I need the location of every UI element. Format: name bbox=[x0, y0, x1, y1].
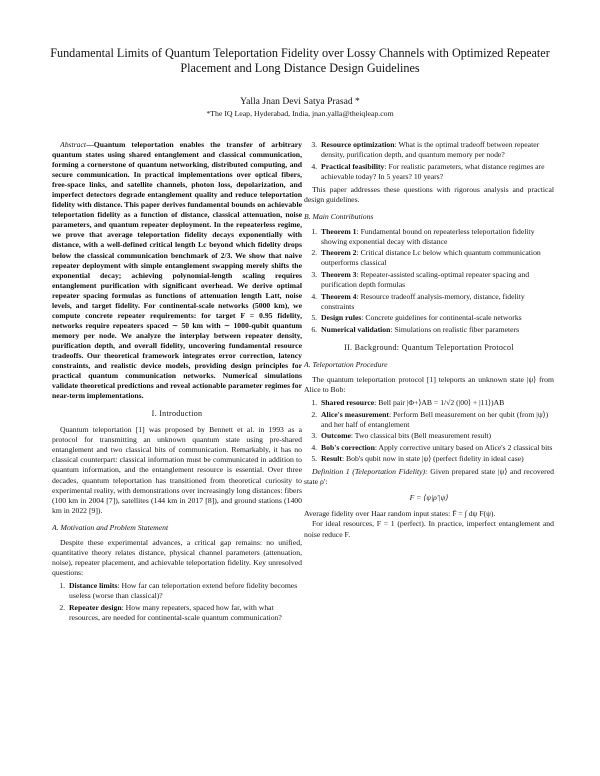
questions-list bbox=[52, 581, 302, 623]
abstract bbox=[52, 140, 302, 401]
list-item-text: : Fundamental bound on repeaterless teleportation fidelity showing exponential decay with distance bbox=[321, 226, 535, 246]
list-item bbox=[319, 227, 554, 247]
list-item-label: Shared resource bbox=[321, 397, 375, 407]
definition-paragraph bbox=[304, 467, 554, 487]
list-item-text: : Critical distance Lc below which quantum communication outperforms classical bbox=[321, 248, 541, 268]
list-item-text: : Bell pair |Φ+⟩AB = 1/√2 (|00⟩ + |11⟩)AB bbox=[374, 397, 505, 407]
author-line: Yalla Jnan Devi Satya Prasad * bbox=[240, 96, 360, 107]
list-item-label: Theorem 2 bbox=[321, 248, 357, 258]
abstract-text: —Quantum teleportation enables the transfer of arbitrary quantum states using shared entanglement and classical communication, forming a cornerstone of quantum networking, distributed computing, and secure communication. In practical implementations over optical fibers, free-space links, and satellite channels, photon loss, depolarization, and imperfect detectors degrade entanglement quality and reduce teleportation fidelity with distance. This paper derives fundamental bounds on achievable teleportation fidelity as a function of distance, classical attenuation, noise parameters, and quantum repeater deployment. In the repeaterless regime, we prove that average teleportation fidelity decays exponentially with distance, with a well-defined critical length Lc beyond which fidelity drops below the classical communication benchmark of 2/3. We show that naive repeater deployment with simple entanglement swapping merely shifts the exponential decay; achieving polynomial-length scaling requires entanglement purification with significant overhead. We derive optimal repeater spacing formulas as functions of attenuation length Latt, noise levels, and target fidelity. For continental-scale networks (5000 km), we compute concrete repeater requirements: for target F = 0.95 fidelity, networks require repeaters spaced ∼ 50 km with ∼ 1000-qubit quantum memory per node. We analyze the interplay between repeater density, purification depth, and overall fidelity, uncovering fundamental resource tradeoffs. Our theoretical framework integrates error correction, latency constraints, and realistic device models, providing design principles for practical quantum communication networks. Numerical simulations validate theoretical predictions and reveal actionable parameter regimes for near-term implementations. bbox=[52, 140, 302, 401]
list-item-text: : Bob's qubit now in state |ψ⟩ (perfect fidelity in ideal case) bbox=[341, 454, 524, 464]
list-item-text: : Simulations on realistic fiber parameters bbox=[390, 324, 520, 334]
list-item-label: Theorem 1 bbox=[321, 226, 357, 236]
list-item-label: Design rules bbox=[321, 313, 362, 323]
list-item bbox=[319, 454, 554, 464]
list-item bbox=[319, 410, 554, 430]
subsection-heading-procedure: A. Teleportation Procedure bbox=[304, 359, 388, 369]
list-item-label: Theorem 4 bbox=[321, 291, 357, 301]
list-item-text: : Apply corrective unitary based on Alice's 2 classical bits bbox=[374, 442, 553, 452]
right-column bbox=[304, 140, 554, 542]
list-item-text: : Repeater-assisted scaling-optimal repeater spacing and purification depth formulas bbox=[321, 270, 530, 290]
list-item bbox=[67, 603, 302, 623]
list-item-label: Distance limits bbox=[69, 580, 118, 590]
left-column bbox=[52, 140, 302, 626]
motivation-paragraph: Despite these experimental advances, a critical gap remains: no unified, quantitative theory relates distance, physical channel parameters (attenuation, noise), repeater placement, and achievable teleportation fidelity. Key unresolved questions: bbox=[52, 537, 302, 577]
definition-label: Definition 1 (Teleportation Fidelity): bbox=[312, 467, 428, 477]
subsection-heading-motivation: A. Motivation and Problem Statement bbox=[52, 522, 169, 532]
list-item bbox=[319, 140, 554, 160]
list-item bbox=[319, 248, 554, 268]
list-item-text: : Perform Bell measurement on her qubit (from |ψ⟩) and her half of entanglement bbox=[321, 409, 549, 429]
list-item-text: : Concrete guidelines for continental-scale networks bbox=[361, 313, 522, 323]
list-item-label: Resource optimization bbox=[321, 140, 395, 149]
list-item-label: Practical feasibility bbox=[321, 161, 385, 171]
list-item-text: : For realistic parameters, what distance regimes are achievable today? In 5 years? 10 years? bbox=[321, 161, 545, 181]
procedure-paragraph: The quantum teleportation protocol [1] teleports an unknown state |ψ⟩ from Alice to Bob: bbox=[304, 374, 554, 394]
list-item-text: : How many repeaters, spaced how far, with what resources, are needed for continental-scale quantum communication? bbox=[69, 602, 282, 622]
list-item bbox=[319, 162, 554, 182]
list-item bbox=[67, 581, 302, 601]
list-item bbox=[319, 292, 554, 312]
addresses-paragraph: This paper addresses these questions with rigorous analysis and practical design guidelines. bbox=[304, 184, 554, 204]
list-item-label: Theorem 3 bbox=[321, 270, 357, 280]
protocol-steps-list bbox=[304, 398, 554, 464]
list-item-label: Outcome bbox=[321, 431, 351, 441]
list-item-text: : How far can teleportation extend before fidelity becomes useless (worse than classical)? bbox=[69, 580, 298, 600]
section-heading-introduction: I. Introduction bbox=[151, 409, 203, 419]
list-item-text: : Resource tradeoff analysis-memory, distance, fidelity constraints bbox=[321, 291, 525, 311]
fidelity-equation: F = ⟨ψ|ρ′|ψ⟩ bbox=[409, 493, 449, 503]
list-item bbox=[319, 443, 554, 453]
list-item bbox=[319, 398, 554, 408]
list-item-label: Numerical validation bbox=[321, 324, 391, 334]
definition-text: Given prepared state |ψ⟩ and recovered state ρ′: bbox=[304, 467, 554, 487]
intro-paragraph: Quantum teleportation [1] was proposed by Bennett et al. in 1993 as a protocol for transmitting an unknown quantum state using pre-shared entanglement and two classical bits of communication. Remarkably, it has no classical counterpart: classical information must be communicated in addition to quantum information, and the entanglement resource is essential. Over three decades, quantum teleportation has transitioned from theoretical curiosity to experimental reality, with demonstrations over increasingly long distances: fibers (100 km in 2004 [7]), satellites (144 km in 2017 [8]), and ground stations (1400 km in 2022 [9]). bbox=[52, 425, 302, 515]
list-item-label: Repeater design bbox=[69, 602, 122, 612]
list-item-label: Alice's measurement bbox=[321, 409, 389, 419]
section-heading-background: II. Background: Quantum Teleportation Protocol bbox=[344, 342, 514, 352]
list-item bbox=[319, 325, 554, 335]
list-item bbox=[319, 431, 554, 441]
list-item-text: : What is the optimal tradeoff between repeater density, purification depth, and quantum memory per node? bbox=[321, 140, 540, 160]
list-item-label: Bob's correction bbox=[321, 442, 375, 452]
contributions-list bbox=[304, 227, 554, 335]
list-item-label: Result bbox=[321, 454, 342, 464]
questions-list-continued bbox=[304, 140, 554, 182]
list-item-text: : Two classical bits (Bell measurement result) bbox=[350, 431, 492, 441]
subsection-heading-contributions: B. Main Contributions bbox=[304, 211, 374, 221]
abstract-label: Abstract bbox=[60, 140, 87, 149]
list-item bbox=[319, 313, 554, 323]
average-fidelity-paragraph: Average fidelity over Haar random input states: F̄ = ∫ dψ F(ψ). bbox=[304, 509, 496, 519]
affiliation-line: *The IQ Leap, Hyderabad, India, jnan.yalla@theiqleap.com bbox=[206, 109, 394, 118]
paper-title: Fundamental Limits of Quantum Teleportation Fidelity over Lossy Channels with Optimized Repeater Placement and Long Distance Design Guidelines bbox=[50, 46, 550, 75]
ideal-resources-paragraph: For ideal resources, F = 1 (perfect). In practice, imperfect entanglement and noise reduce F. bbox=[304, 519, 554, 539]
list-item bbox=[319, 270, 554, 290]
